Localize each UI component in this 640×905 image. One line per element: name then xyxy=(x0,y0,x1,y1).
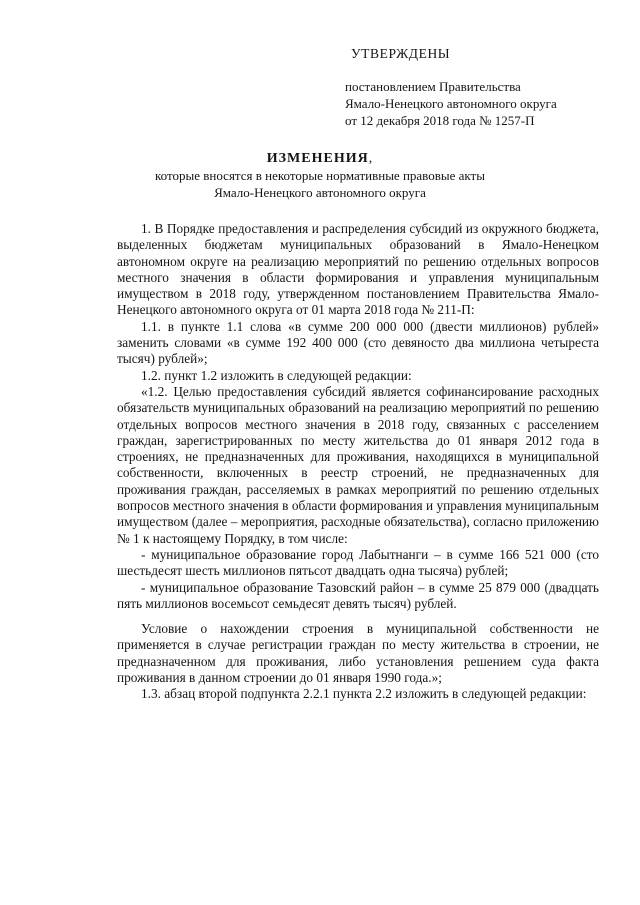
paragraph-1-1: 1.1. в пункте 1.1 слова «в сумме 200 000 000 (двести миллионов) рублей» заменить словами «в сумме 192 400 000 (сто девяносто два миллиона четыреста тысяч) рублей»; xyxy=(117,318,599,367)
paragraph-tazovsky: - муниципальное образование Тазовский район – в сумме 25 879 000 (двадцать пять миллионов восемьсот семьдесят девять тысяч) рублей. xyxy=(117,579,599,611)
paragraph-gap xyxy=(117,612,599,621)
document-subtitle-2: Ямало-Ненецкого автономного округа xyxy=(214,185,426,200)
approval-line-1: постановлением Правительства xyxy=(345,79,521,94)
approval-block xyxy=(345,46,635,129)
document-heading xyxy=(0,150,640,201)
paragraph-1: 1. В Порядке предоставления и распределения субсидий из окружного бюджета, выделенных бюджетам муниципальных образований в Ямало-Ненецком автономном округе на реализацию мероприятий по решению отдельных вопросов местного значения в области формирования и управления муниципальным имуществом в 2018 году, утвержденном постановлением Правительства Ямало-Ненецкого автономного округа от 01 марта 2018 года № 211-П: xyxy=(117,221,599,318)
paragraph-condition: Условие о нахождении строения в муниципальной собственности не применяется в случае регистрации граждан по месту жительства в строении, не предназначенном для проживания, либо установления решением суда факта проживания в данном строении до 01 января 1990 года.»; xyxy=(117,621,599,686)
approval-line-2: Ямало-Ненецкого автономного округа xyxy=(345,96,557,111)
approval-title: УТВЕРЖДЕНЫ xyxy=(351,46,451,61)
document-subtitle-1: которые вносятся в некоторые нормативные правовые акты xyxy=(155,168,485,183)
paragraph-1-3: 1.3. абзац второй подпункта 2.2.1 пункта 2.2 изложить в следующей редакции: xyxy=(141,686,587,702)
paragraph-1-2-text: «1.2. Целью предоставления субсидий является софинансирование расходных обязательств муниципальных образований на реализацию мероприятий по решению отдельных вопросов местного значения в 2018 году, связанных с расселением граждан, зарегистрированных по месту жительства до 01 января 2012 года в строениях, не предназначенных для проживания, находящихся в муниципальной собственности, включенных в реестр строений, не предназначенных для проживания граждан, расселяемых в рамках мероприятий по решению отдельных вопросов местного значения в области формирования и управления муниципальным имуществом (далее – мероприятия, расходные обязательства), согласно приложению № 1 к настоящему Порядку, в том числе: xyxy=(117,383,599,546)
document-title-comma: , xyxy=(368,151,374,166)
document-body xyxy=(117,221,599,703)
paragraph-1-2: 1.2. пункт 1.2 изложить в следующей редакции: xyxy=(141,367,412,383)
document-title xyxy=(0,150,640,167)
approval-line-3: от 12 декабря 2018 года № 1257-П xyxy=(345,113,535,128)
document-title-text: ИЗМЕНЕНИЯ xyxy=(266,151,369,166)
paragraph-labytnangi: - муниципальное образование город Лабытнанги – в сумме 166 521 000 (сто шестьдесят шесть миллионов пятьсот двадцать одна тысяча) рублей; xyxy=(117,546,599,579)
